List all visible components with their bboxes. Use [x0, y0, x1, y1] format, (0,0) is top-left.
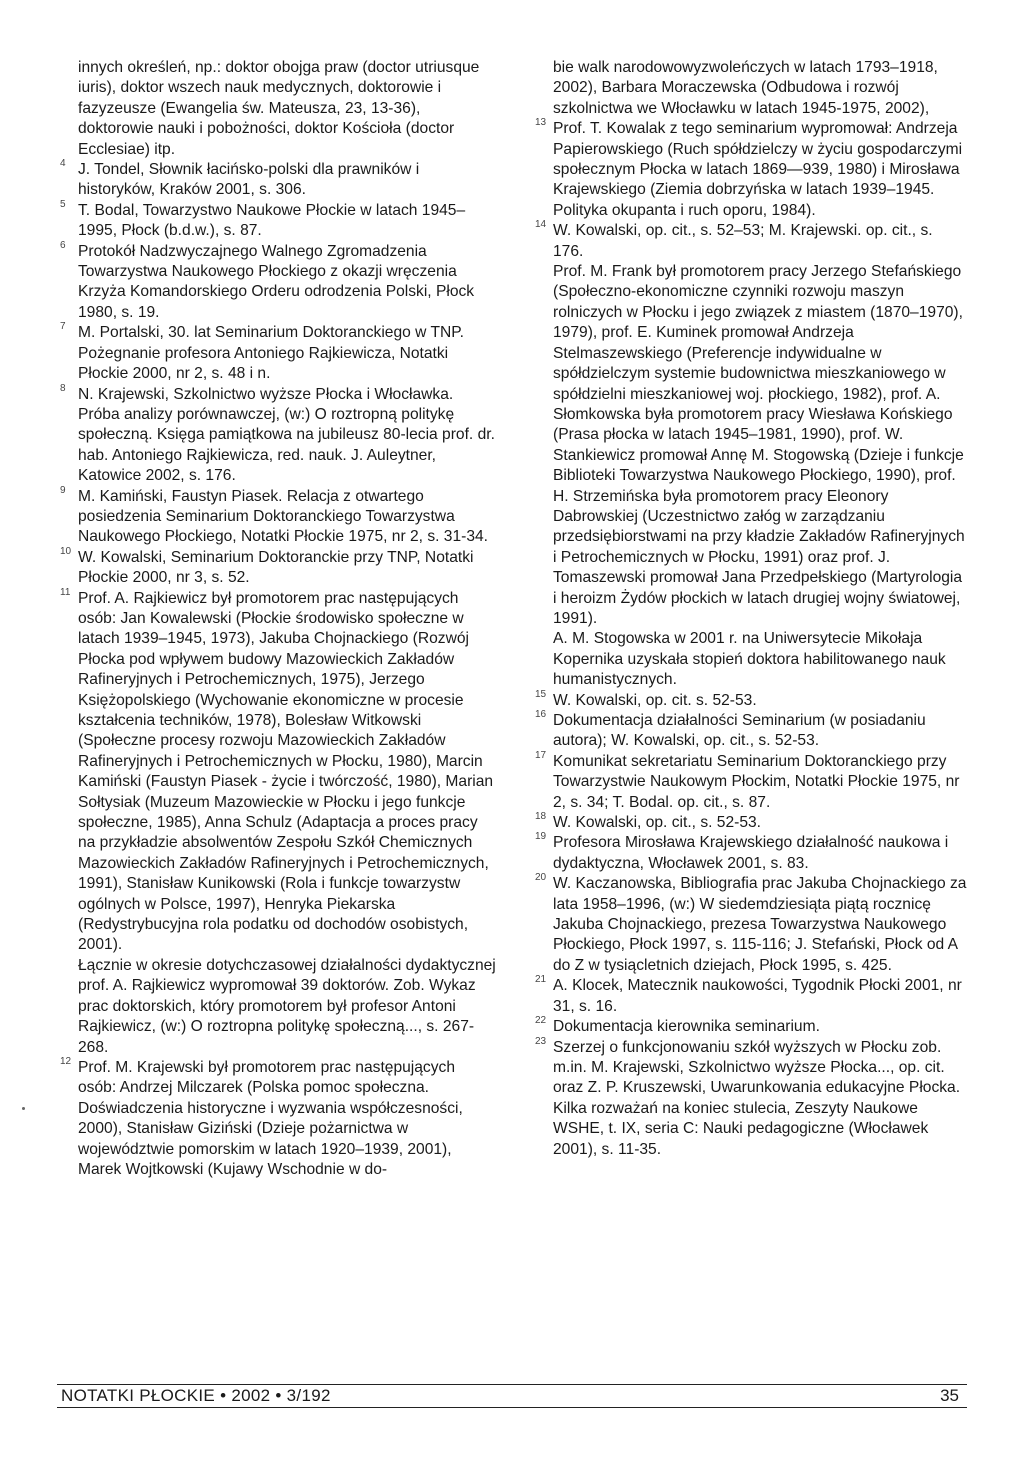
footnote-number: 14	[535, 219, 547, 231]
footnote-number: 19	[535, 831, 547, 843]
footnote	[535, 813, 967, 833]
footnote-text: W. Kowalski, op. cit. s. 52-53.	[553, 691, 757, 709]
scan-speck	[22, 1107, 25, 1110]
footnote-number: 21	[535, 974, 547, 986]
footnote	[60, 198, 496, 242]
footnote	[535, 874, 967, 976]
right-column	[535, 58, 967, 1160]
footnote-number: 17	[535, 749, 547, 761]
continued-footnote-text: innych określeń, np.: doktor obojga praw (doctor utriusque iuris), doktor wszech nauk medycznych, doktorowie i fazyzeusze (Ewangelia św. Mateusza, 23, 13-36), doktorowie nauki i pobożności, doktor Kościoła (doctor Ecclesiae) itp.	[78, 59, 480, 158]
footnote	[60, 382, 496, 487]
footnote-number: 16	[535, 709, 547, 720]
footnote	[535, 833, 967, 874]
footnote	[535, 119, 967, 221]
footnote-number: 9	[60, 484, 66, 496]
footnote-text: J. Tondel, Słownik łacińsko-polski dla prawników i historyków, Kraków 2001, s. 306.	[78, 161, 420, 199]
footnote-number: 18	[535, 811, 547, 823]
footnote-number: 13	[535, 117, 547, 129]
footnote	[60, 586, 496, 1058]
continued-footnote-text: bie walk narodowowyzwoleńczych w latach 1793–1918, 2002), Barbara Moraczewska (Odbudowa i rozwój szkolnictwa we Włocławku w latach 1945-1975, 2002),	[553, 59, 938, 117]
footnote-text: Szerzej o funkcjonowaniu szkół wyższych w Płocku zob. m.in. M. Krajewski, Szkolnictwo wyższe Płocka..., op. cit. oraz Z. P. Kruszewski, Uwarunkowania edukacyjne Płocka. Kilka rozważań na koniec stulecia, Zeszyty Naukowe WSHE, t. IX, seria C: Nauki pedagogiczne (Włocławek 2001), s. 11-35.	[553, 1038, 961, 1158]
footnote-text: W. Kowalski, op. cit., s. 52-53.	[553, 814, 761, 832]
footnote	[535, 976, 967, 1017]
footnote-text: T. Bodal, Towarzystwo Naukowe Płockie w latach 1945–1995, Płock (b.d.w.), s. 87.	[78, 201, 466, 240]
footnote	[60, 484, 496, 548]
footnote-paragraph: A. M. Stogowska w 2001 r. na Uniwersytecie Mikołaja Kopernika uzyskała stopień doktora habilitowanego nauk humanistycznych.	[553, 630, 946, 689]
footnote	[60, 160, 496, 201]
left-column	[60, 58, 496, 1180]
footnote-text: M. Portalski, 30. lat Seminarium Doktoranckiego w TNP. Pożegnanie profesora Antoniego Rajkiewicza, Notatki Płockie 2000, nr 2, s. 48 i n.	[78, 324, 464, 383]
page-number: 35	[940, 1386, 959, 1405]
footnote-list	[535, 119, 967, 1160]
footnote-number: 4	[60, 158, 66, 170]
footnote-text: W. Kaczanowska, Bibliografia prac Jakuba Chojnackiego za lata 1958–1996, (w:) W siedemdziesiąta piątą rocznicę Jakuba Chojnackiego, prezesa Towarzystwa Naukowego Płockiego, Płock 1997, s. 115-116; J. Stefański, Płock od A do Z w tysiącletnich dziejach, Płock 1995, s. 425.	[553, 875, 967, 974]
footnote-text: M. Kamiński, Faustyn Piasek. Relacja z otwartego posiedzenia Seminarium Doktoranckiego Towarzystwa Naukowego Płockiego, Notatki Płockie 1975, nr 2, s. 31-34.	[78, 487, 488, 546]
footnote-text: Prof. A. Rajkiewicz był promotorem prac następujących osób: Jan Kowalewski (Płockie środowisko społeczne w latach 1939–1945, 1973), Jakuba Chojnackiego (Rozwój Płocka pod wpływem budowy Mazowieckich Zakładów Rafineryjnych i Petrochemicznych, 1975), Jerzego Księżopolskiego (Wychowanie ekonomiczne w procesie kształcenia techników, 1978), Bolesław Witkowski (Społeczne procesy rozwoju Mazowieckich Zakładów Rafineryjnych i Petrochemicznych w Płocku, 1980), Marcin Kamiński (Faustyn Piasek - życie i twórczość, 1980), Marian Sołtysiak (Muzeum Mazowieckie w Płocku i jego funkcje społeczne, 1985), Anna Schulz (Adaptacja a proces pracy na przykładzie absolwentów Zespołu Szkół Chemicznych Mazowieckich Zakładów Rafineryjnych i Petrochemicznych, 1991), Stanisław Kunikowski (Rola i funkcje towarzystw ogólnych w Polsce, 1997), Henryka Piekarska (Redystrybucyjna rola podatku od dochodów osobistych, 2001).	[78, 589, 494, 954]
footnote	[60, 1055, 496, 1180]
footnote-list	[60, 160, 496, 1180]
footnote-text: Prof. M. Krajewski był promotorem prac następujących osób: Andrzej Milczarek (Polska pomoc społeczna. Doświadczenia historyczne i wyzwania współczesności, 2000), Stanisław Giziński (Dzieje pożarnictwa w województwie pomorskim w latach 1920–1939, 2001), Marek Wojtkowski (Kujawy Wschodnie w do-	[78, 1058, 463, 1178]
footnote-number: 12	[60, 1055, 72, 1067]
footnote-paragraph: Prof. M. Frank był promotorem pracy Jerzego Stefańskiego (Społeczno-ekonomiczne czynniki rozwoju maszyn rolniczych w Płocku i jego związek z miastem (1870–1970), 1979), prof. E. Kuminek promował Andrzeja Stelmaszewskiego (Preferencje indywidualne w spółdzielczym systemie budownictwa mieszkaniowego w spółdzielni mieszkaniowej woj. płockiego, 1982), prof. A. Słomkowska była promotorem pracy Wiesława Końskiego (Prasa płocka w latach 1945–1981, 1990), prof. W. Stankiewicz promował Annę M. Stogowską (Dzieje i funkcje Biblioteki Towarzystwa Naukowego Płockiego, 1990), prof. H. Strzemińska była promotorem pracy Eleonory Dabrowskiej (Uczestnictwo załóg w zarządzaniu przedsiębiorstwami na przy kładzie Zakładów Rafineryjnych i Petrochemicznych w Płocku, 1991) oraz prof. J. Tomaszewski promował Jana Przedpełskiego (Martyrologia i heroizm Żydów płockich w latach drugiej wojny światowej, 1991).	[553, 263, 965, 627]
footnote-number: 10	[60, 545, 72, 557]
footnote-text: W. Kowalski, Seminarium Doktoranckie przy TNP, Notatki Płockie 2000, nr 3, s. 52.	[78, 548, 474, 587]
footnote-number: 5	[60, 198, 66, 210]
footnote-number: 23	[535, 1035, 547, 1047]
footnote	[535, 688, 967, 711]
footnote-number: 8	[60, 382, 66, 394]
footnote-text: W. Kowalski, op. cit., s. 52–53; M. Krajewski. op. cit., s. 176.	[553, 222, 933, 260]
footnote-text: Dokumentacja działalności Seminarium (w posiadaniu autora); W. Kowalski, op. cit., s. 52-53.	[553, 712, 926, 750]
footnote	[535, 711, 967, 752]
footnote-number: 7	[60, 321, 66, 333]
footnote	[60, 545, 496, 589]
footnote-number: 6	[60, 239, 66, 251]
footnote-text: Prof. T. Kowalak z tego seminarium wypromował: Andrzeja Papierowskiego (Ruch spółdzielczy w życiu gospodarczymi społecznym Płocka w latach 1869—939, 1980) i Mirosława Krajewskiego (Ziemia dobrzyńska w latach 1939–1945. Polityka okupanta i ruch oporu, 1984).	[553, 120, 963, 219]
footnote-text: Protokół Nadzwyczajnego Walnego Zgromadzenia Towarzystwa Naukowego Płockiego z okazji wręczenia Krzyża Komandorskiego Orderu odrodzenia Polski, Płock 1980, s. 19.	[78, 242, 475, 321]
footnote	[535, 1017, 967, 1037]
journal-title: NOTATKI PŁOCKIE • 2002 • 3/192	[61, 1386, 331, 1405]
footnote-text: A. Klocek, Matecznik naukowości, Tygodnik Płocki 2001, nr 31, s. 16.	[553, 977, 962, 1015]
footnote-number: 22	[535, 1015, 547, 1027]
footnote-number: 15	[535, 688, 547, 700]
footnote-text: Profesora Mirosława Krajewskiego działalność naukowa i dydaktyczna, Włocławek 2001, s. 83.	[553, 834, 949, 872]
footnote	[535, 1035, 967, 1160]
footnote-number: 20	[535, 872, 547, 884]
footnote-text: Dokumentacja kierownika seminarium.	[553, 1018, 820, 1036]
footnote	[535, 221, 967, 690]
footnote-text: N. Krajewski, Szkolnictwo wyższe Płocka i Włocławka. Próba analizy porównawczej, (w:) O roztropną politykę społeczną. Księga pamiątkowa na jubileusz 80-lecia prof. dr. hab. Antoniego Rajkiewicza, red. nauk. J. Auleytner, Katowice 2002, s. 176.	[78, 385, 495, 485]
footnote	[60, 239, 496, 324]
footnote-paragraph: Łącznie w okresie dotychczasowej działalności dydaktycznej prof. A. Rajkiewicz wypromował 39 doktorów. Zob. Wykaz prac doktorskich, który promotorem był profesor Antoni Rajkiewicz, (w:) O roztropna politykę społeczną..., s. 267-268.	[78, 956, 496, 1056]
footnote	[535, 749, 967, 813]
footnote	[60, 323, 496, 384]
footnote-number: 11	[60, 586, 71, 598]
page-footer	[57, 1384, 967, 1408]
footnote-text: Komunikat sekretariatu Seminarium Doktoranckiego przy Towarzystwie Naukowym Płockim, Notatki Płockie 1975, nr 2, s. 34; T. Bodal. op. cit., s. 87.	[553, 752, 960, 811]
